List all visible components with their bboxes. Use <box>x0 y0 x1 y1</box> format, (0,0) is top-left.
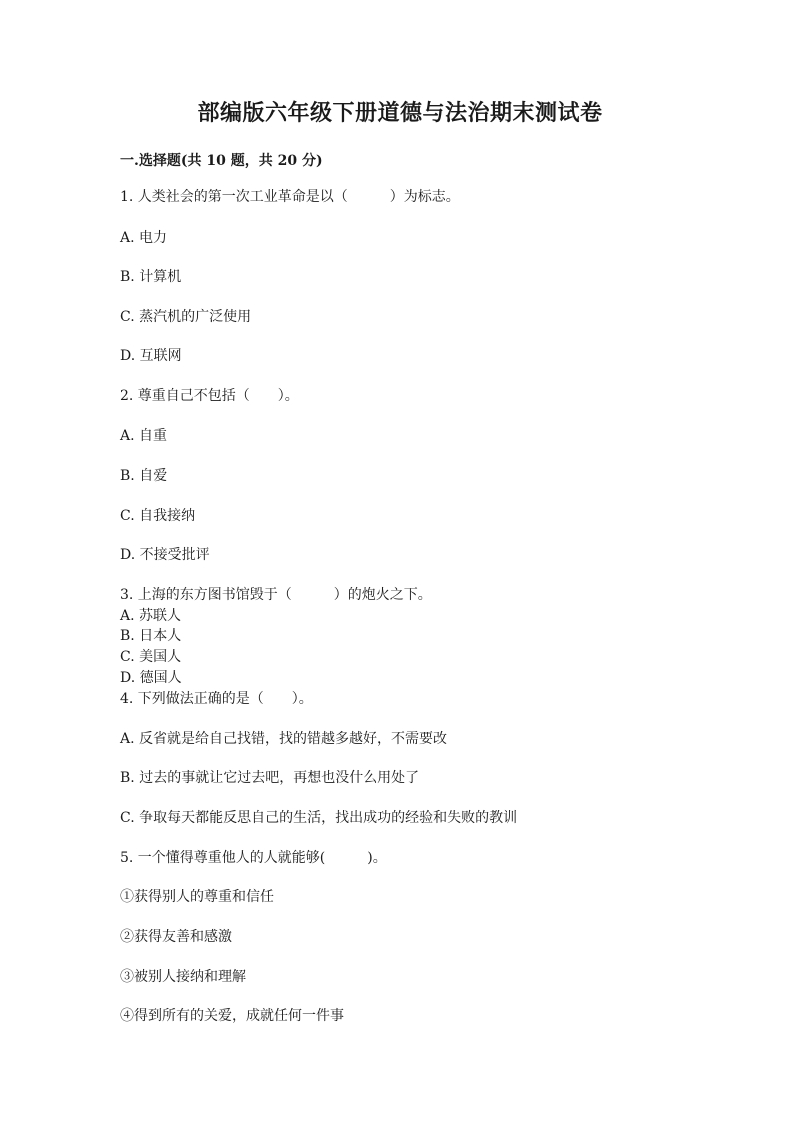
question-5-choice-3: ③被别人接纳和理解 <box>120 969 246 985</box>
question-3-option-c: C. 美国人 <box>120 649 182 665</box>
question-5-choice-2: ②获得友善和感激 <box>120 929 232 945</box>
question-2-option-c: C. 自我接纳 <box>120 508 196 524</box>
question-5-stem: 5. 一个懂得尊重他人的人就能够( )。 <box>120 850 387 866</box>
question-1-option-b: B. 计算机 <box>120 269 182 285</box>
question-2-option-d: D. 不接受批评 <box>120 547 210 563</box>
question-1-option-c: C. 蒸汽机的广泛使用 <box>120 309 252 325</box>
question-3-stem: 3. 上海的东方图书馆毁于（ ）的炮火之下。 <box>120 587 432 603</box>
question-3-option-d: D. 德国人 <box>120 670 182 686</box>
question-2-option-a: A. 自重 <box>120 428 168 444</box>
question-4-option-c: C. 争取每天都能反思自己的生活，找出成功的经验和失败的教训 <box>120 810 518 826</box>
page-title: 部编版六年级下册道德与法治期末测试卷 <box>197 100 603 126</box>
question-3-option-a: A. 苏联人 <box>120 608 182 624</box>
question-2-option-b: B. 自爱 <box>120 468 168 484</box>
question-4-option-a: A. 反省就是给自己找错，找的错越多越好，不需要改 <box>120 731 448 747</box>
question-3-option-b: B. 日本人 <box>120 628 182 644</box>
question-5-choice-4: ④得到所有的关爱，成就任何一件事 <box>120 1008 344 1024</box>
question-5-choice-1: ①获得别人的尊重和信任 <box>120 889 274 905</box>
section-heading: 一.选择题(共 10 题，共 20 分) <box>120 153 323 169</box>
question-1-stem: 1. 人类社会的第一次工业革命是以（ ）为标志。 <box>120 189 460 205</box>
question-1-option-a: A. 电力 <box>120 230 168 246</box>
question-1-option-d: D. 互联网 <box>120 348 182 364</box>
question-2-stem: 2. 尊重自己不包括（ ）。 <box>120 388 299 404</box>
question-4-option-b: B. 过去的事就让它过去吧，再想也没什么用处了 <box>120 770 420 786</box>
question-4-stem: 4. 下列做法正确的是（ ）。 <box>120 691 313 707</box>
